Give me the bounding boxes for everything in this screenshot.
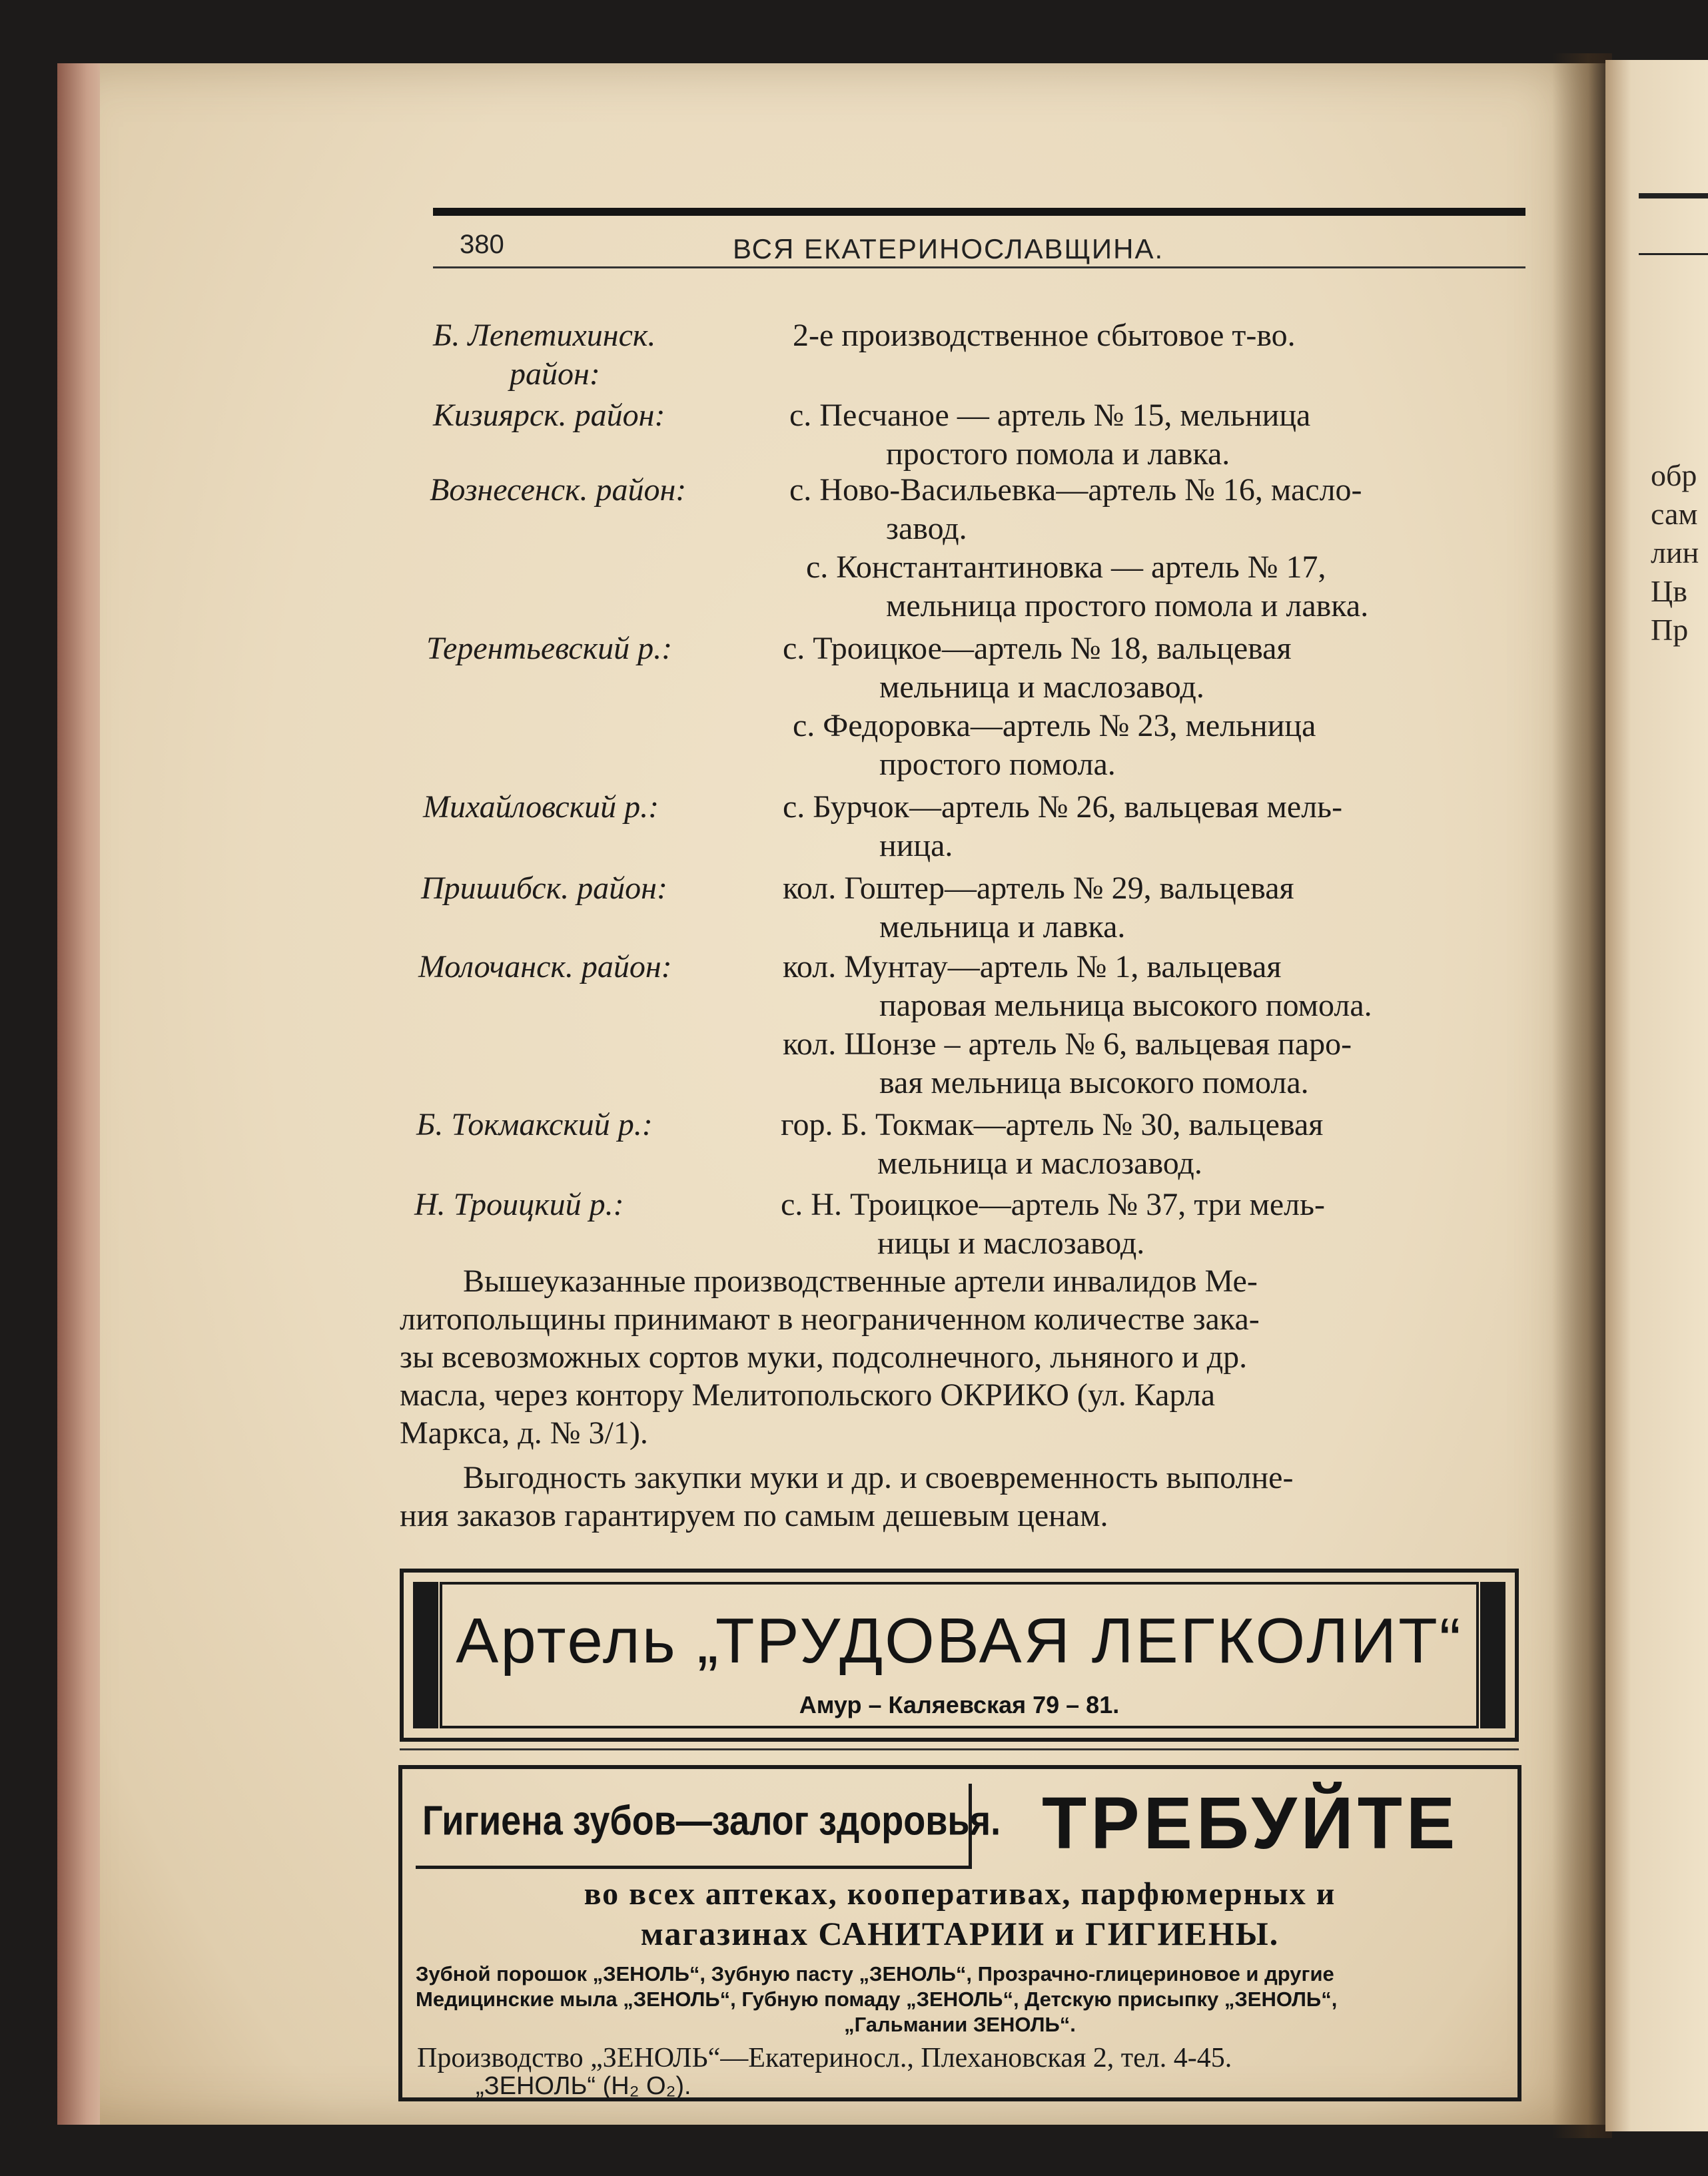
ad-address: Амур – Каляевская 79 – 81. <box>799 1691 1120 1718</box>
district-label: Н. Троицкий р.: <box>414 1187 624 1222</box>
entry-line: мельница и маслозавод. <box>879 669 1204 705</box>
ad-products: Зубной порошок „ЗЕНОЛЬ“, Зубную пасту „ЗЕНОЛЬ“, Прозрачно-глицериновое и другие <box>416 1962 1334 1986</box>
right-page-fragment: Цв <box>1651 574 1687 608</box>
paragraph-line: Маркса, д. № 3/1). <box>400 1415 648 1451</box>
entry-line: с. Н. Троицкое—артель № 37, три мель- <box>781 1187 1325 1222</box>
slogan-box <box>416 1784 1001 1869</box>
entry-line: с. Федоровка—артель № 23, мельница <box>793 708 1316 743</box>
ad-bar-right <box>1480 1582 1505 1728</box>
ad-divider <box>400 1748 1519 1750</box>
district-label: Б. Лепетихинск. <box>433 318 656 353</box>
ad-producer-brand: „ЗЕНОЛЬ“ (H₂ O₂). <box>476 2072 691 2100</box>
entry-line: ница. <box>879 828 953 863</box>
ad-title: Артель „ТРУДОВАЯ ЛЕГКОЛИТ“ <box>456 1605 1463 1676</box>
district-label: Кизиярск. район: <box>433 398 665 433</box>
entry-line: 2-е производственное сбытовое т-во. <box>793 318 1296 353</box>
ad-producer: Производство „ЗЕНОЛЬ“—Екатериносл., Плехановская 2, тел. 4-45. <box>417 2043 1232 2073</box>
paragraph-line: ния заказов гарантируем по самым дешевым ценам. <box>400 1498 1108 1533</box>
entry-line: с. Бурчок—артель № 26, вальцевая мель- <box>783 789 1343 825</box>
entry-line: кол. Мунтау—артель № 1, вальцевая <box>783 949 1282 984</box>
book-spine <box>1552 53 1612 2138</box>
entry-line: с. Троицкое—артель № 18, вальцевая <box>783 631 1292 666</box>
entry-line: ницы и маслозавод. <box>877 1226 1145 1261</box>
district-label: Молочанск. район: <box>418 949 672 984</box>
page-number: 380 <box>460 230 504 259</box>
entry-line: мельница простого помола и лавка. <box>886 588 1369 623</box>
district-label-cont: район: <box>510 356 600 392</box>
entry-line: кол. Гоштер—артель № 29, вальцевая <box>783 871 1294 906</box>
right-page-fragment: сам <box>1651 497 1698 531</box>
paragraph-line: Вышеуказанные производственные артели инвалидов Ме- <box>463 1264 1258 1299</box>
paragraph-line: литопольщины принимают в неограниченном количестве зака- <box>400 1301 1260 1337</box>
ad-line: во всех аптеках, кооперативах, парфюмерных и <box>584 1876 1336 1912</box>
entry-line: простого помола и лавка. <box>886 436 1230 472</box>
ad-demand-headline: ТРЕБУЙТЕ <box>1042 1782 1460 1864</box>
district-label: Михайловский р.: <box>423 789 659 825</box>
running-title: ВСЯ ЕКАТЕРИНОСЛАВЩИНА. <box>733 233 1164 264</box>
ad-artel-trudovaya <box>400 1569 1519 1742</box>
entry-line: с. Ново-Васильевка—артель № 16, масло- <box>789 472 1362 508</box>
paragraph-line: Выгодность закупки муки и др. и своевременность выполне- <box>463 1460 1294 1495</box>
entry-line: паровая мельница высокого помола. <box>879 988 1372 1023</box>
right-page-text <box>1651 456 1708 649</box>
entry-line: завод. <box>886 511 967 546</box>
ad-inner-frame <box>440 1582 1479 1728</box>
entry-line: вая мельница высокого помола. <box>879 1065 1309 1100</box>
ad-bar-left <box>413 1582 438 1728</box>
district-label: Вознесенск. район: <box>430 472 687 508</box>
right-page-rule-bottom <box>1639 253 1708 255</box>
header-rule-top <box>433 208 1525 216</box>
entry-line: с. Константантиновка — артель № 17, <box>806 549 1326 585</box>
paragraph-guarantee <box>400 1459 1525 1535</box>
right-page-fragment: обр <box>1651 458 1697 492</box>
district-label: Терентьевский р.: <box>426 631 673 666</box>
entry-line: мельница и маслозавод. <box>877 1146 1202 1181</box>
right-page-rule-top <box>1639 193 1708 198</box>
entry-line: простого помола. <box>879 747 1116 782</box>
paragraph-orders <box>400 1262 1525 1452</box>
page-right <box>1605 60 1708 2131</box>
paragraph-line: зы всевозможных сортов муки, подсолнечного, льняного и др. <box>400 1339 1248 1375</box>
ad-products: „Гальмании ЗЕНОЛЬ“. <box>844 2013 1076 2036</box>
entry-line: гор. Б. Токмак—артель № 30, вальцевая <box>781 1107 1324 1142</box>
entry-line: мельница и лавка. <box>879 909 1126 944</box>
ad-slogan: Гигиена зубов—залог здоровья. <box>422 1798 1001 1844</box>
ad-products: Медицинские мыла „ЗЕНОЛЬ“, Губную помаду „ЗЕНОЛЬ“, Детскую присыпку „ЗЕНОЛЬ“, <box>416 1988 1338 2011</box>
ad-line: магазинах САНИТАРИИ и ГИГИЕНЫ. <box>640 1915 1280 1952</box>
right-page-fragment: Пр <box>1651 613 1689 647</box>
header-rule-bottom <box>433 266 1525 268</box>
right-page-fragment: лин <box>1651 536 1699 569</box>
district-label: Б. Токмакский р.: <box>416 1107 653 1142</box>
ad-zenol <box>398 1765 1521 2101</box>
paragraph-line: масла, через контору Мелитопольского ОКРИКО (ул. Карла <box>400 1377 1216 1413</box>
entry-line: с. Песчаное — артель № 15, мельница <box>789 398 1311 433</box>
district-label: Пришибск. район: <box>421 871 667 906</box>
entry-line: кол. Шонзе – артель № 6, вальцевая паро- <box>783 1026 1352 1062</box>
